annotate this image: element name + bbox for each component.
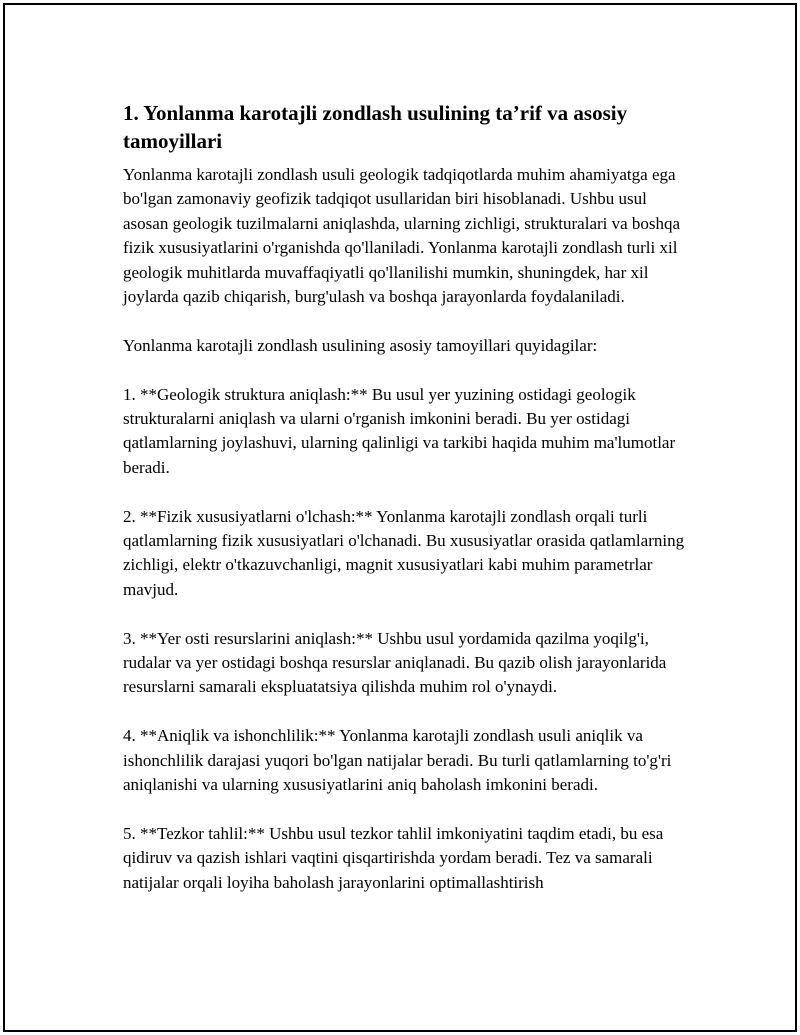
document-content — [123, 99, 693, 895]
paragraph-principle-2: 2. **Fizik xususiyatlarni o'lchash:** Yonlanma karotajli zondlash orqali turli qatlamlarning fizik xususiyatlari o'lchanadi. Bu xususiyatlar orasida qatlamlarning zichligi, elektr o'tkazuvchanligi, magnit xususiyatlari kabi muhim parametrlar mavjud. — [123, 506, 685, 599]
paragraph-principle-3: 3. **Yer osti resurslarini aniqlash:** Ushbu usul yordamida qazilma yoqilg'i, rudalar va yer ostidagi boshqa resurslar aniqlanadi. Bu qazib olish jarayonlarida resurslarni samarali ekspluatatsiya qilishda muhim rol o'ynaydi. — [123, 628, 667, 697]
paragraph-principles-lead: Yonlanma karotajli zondlash usulining asosiy tamoyillari quyidagilar: — [123, 335, 598, 355]
section-heading: 1. Yonlanma karotajli zondlash usulining ta’rif va asosiy tamoyillari — [123, 101, 628, 153]
paragraph-principle-1: 1. **Geologik struktura aniqlash:** Bu usul yer yuzining ostidagi geologik strukturalarni aniqlash va ularni o'rganish imkonini beradi. Bu yer ostidagi qatlamlarning joylashuvi, ularning qalinligi va tarkibi haqida muhim ma'lumotlar beradi. — [123, 384, 676, 477]
paragraph-principle-5: 5. **Tezkor tahlil:** Ushbu usul tezkor tahlil imkoniyatini taqdim etadi, bu esa qidiruv va qazish ishlari vaqtini qisqartirishda yordam beradi. Tez va samarali natijalar orqali loyiha baholash jarayonlarini optimallashtirish — [123, 823, 664, 892]
page-frame — [3, 3, 797, 1032]
paragraph-intro: Yonlanma karotajli zondlash usuli geologik tadqiqotlarda muhim ahamiyatga ega bo'lgan zamonaviy geofizik tadqiqot usullaridan biri hisoblanadi. Ushbu usul asosan geologik tuzilmalarni aniqlashda, ularning zichligi, strukturalari va boshqa fizik xususiyatlarini o'rganishda qo'llaniladi. Yonlanma karotajli zondlash turli xil geologik muhitlarda muvaffaqiyatli qo'llanilishi mumkin, shuningdek, har xil joylarda qazib chiqarish, burg'ulash va boshqa jarayonlarda foydalaniladi. — [123, 165, 681, 307]
paragraph-principle-4: 4. **Aniqlik va ishonchlilik:** Yonlanma karotajli zondlash usuli aniqlik va ishonchlilik darajasi yuqori bo'lgan natijalar beradi. Bu turli qatlamlarning to'g'ri aniqlanishi va ularning xususiyatlarini aniq baholash imkonini beradi. — [123, 726, 672, 795]
